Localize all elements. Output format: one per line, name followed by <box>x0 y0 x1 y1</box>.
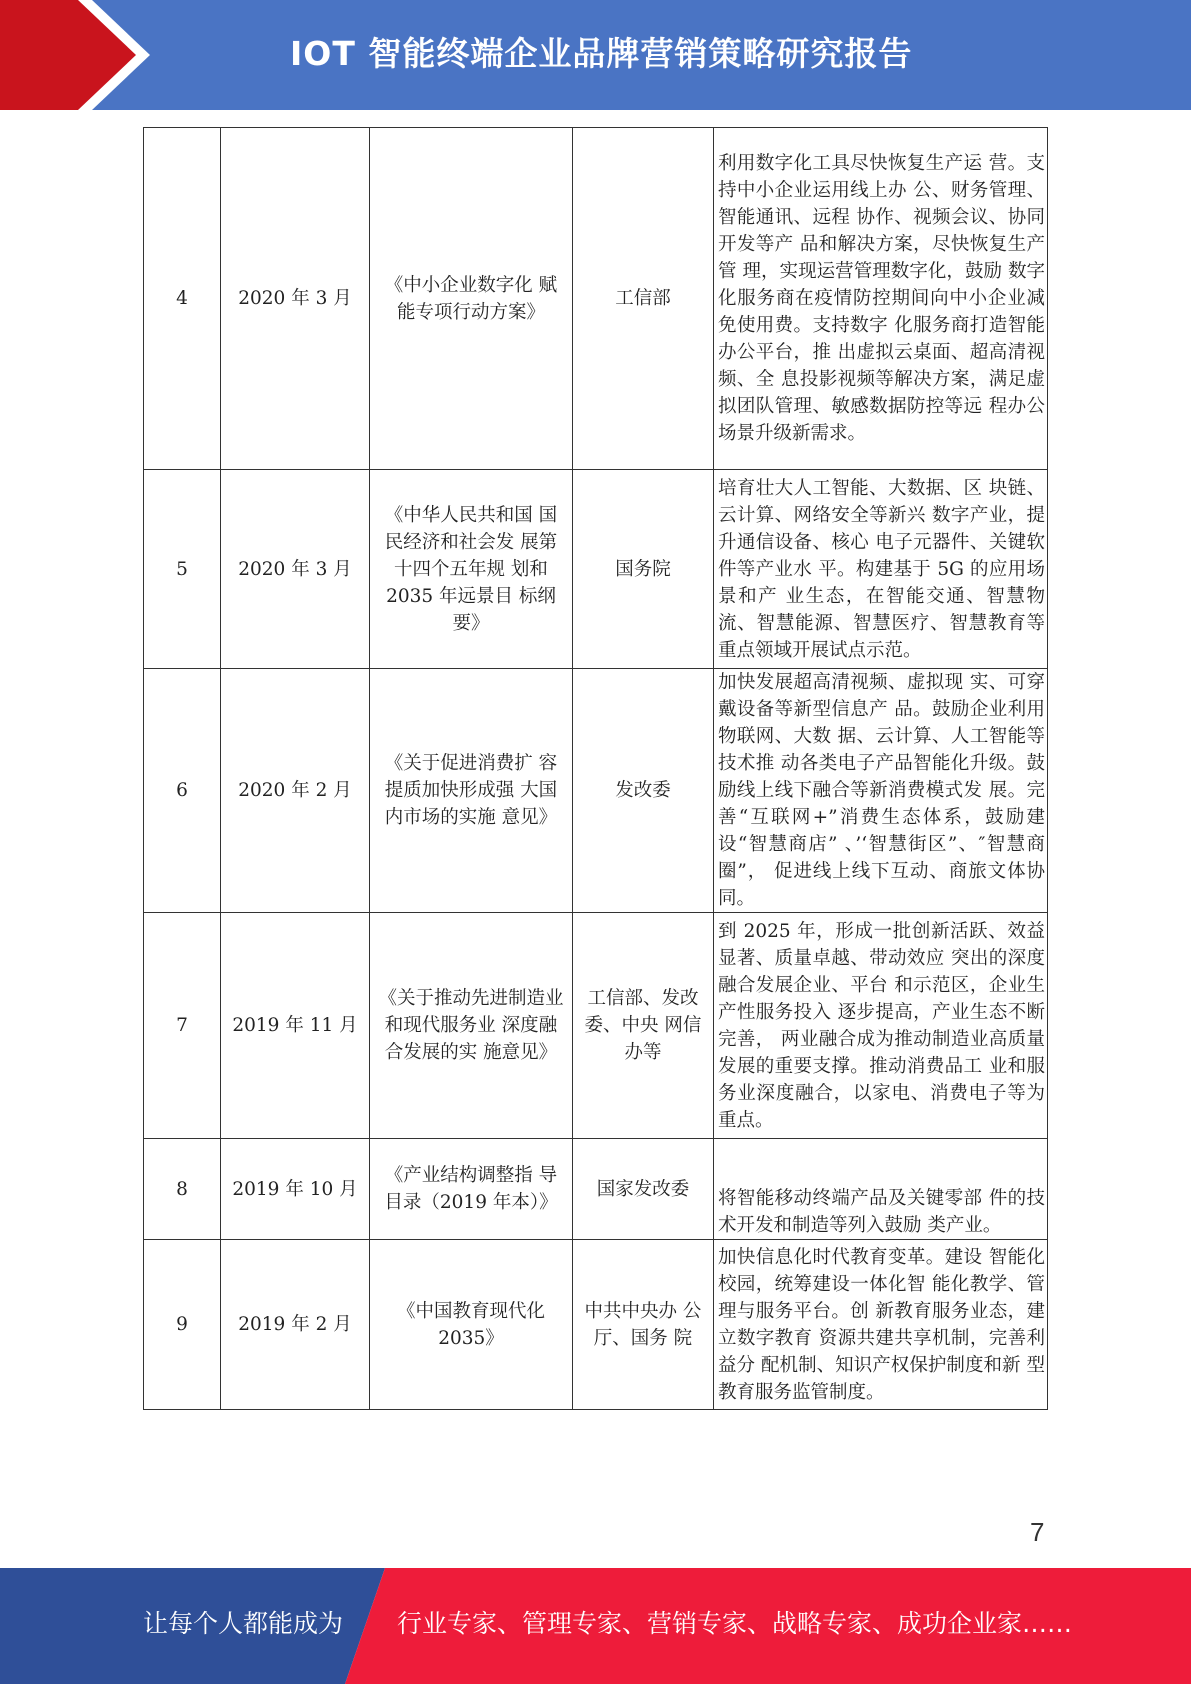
policy-name: 《中国教育现代化 2035》 <box>370 1240 573 1410</box>
table-row <box>144 669 1048 913</box>
issue-date: 2020 年 3 月 <box>221 470 370 669</box>
issuing-department: 国家发改委 <box>573 1139 714 1240</box>
row-number: 8 <box>144 1139 221 1240</box>
issuing-department: 发改委 <box>573 669 714 913</box>
report-title: IOT 智能终端企业品牌营销策略研究报告 <box>290 34 913 73</box>
row-number: 6 <box>144 669 221 913</box>
table-row <box>144 913 1048 1139</box>
table-row <box>144 470 1048 669</box>
policy-name: 《关于促进消费扩 容提质加快形成强 大国内市场的实施 意见》 <box>370 669 573 913</box>
issuing-department: 工信部、发改委、中央 网信办等 <box>573 913 714 1139</box>
issue-date: 2020 年 3 月 <box>221 128 370 470</box>
issue-date: 2019 年 10 月 <box>221 1139 370 1240</box>
issue-date: 2019 年 11 月 <box>221 913 370 1139</box>
policy-content: 利用数字化工具尽快恢复生产运 营。支持中小企业运用线上办 公、财务管理、智能通讯、远程 协作、视频会议、协同开发等产 品和解决方案，尽快恢复生产管 理，实现运营管理数字化，鼓励 数字化服务商在疫情防控期间向中小企业减免使用费。支持数字 化服务商打造智能办公平台，推 出虚拟云桌面、超高清视频、全 息投影视频等解决方案，满足虚 拟团队管理、敏感数据防控等远 程办公场景升级新需求。 <box>714 128 1048 470</box>
policy-content: 加快发展超高清视频、虚拟现 实、可穿戴设备等新型信息产 品。鼓励企业利用物联网、大数 据、云计算、人工智能等技术推 动各类电子产品智能化升级。鼓 励线上线下融合等新消费模式发 展。完善“互联网+”消费生态体系，鼓励建设“智慧商店” 、’‘智慧街区”、″智慧商圈”， 促进线上线下互动、商旅文体协 同。 <box>714 669 1048 913</box>
row-number: 9 <box>144 1240 221 1410</box>
issuing-department: 工信部 <box>573 128 714 470</box>
policy-content: 将智能移动终端产品及关键零部 件的技术开发和制造等列入鼓励 类产业。 <box>714 1139 1048 1240</box>
page-number: 7 <box>1030 1517 1045 1547</box>
footer-slogan-left: 让每个人都能成为 <box>143 1609 344 1638</box>
table-row <box>144 1139 1048 1240</box>
policy-name: 《产业结构调整指 导目录（2019 年本）》 <box>370 1139 573 1240</box>
issuing-department: 中共中央办 公厅、国务 院 <box>573 1240 714 1410</box>
policy-content: 加快信息化时代教育变革。建设 智能化校园，统筹建设一体化智 能化教学、管理与服务平台。创 新教育服务业态，建立数字教育 资源共建共享机制，完善利益分 配机制、知识产权保护制度和新 型教育服务监管制度。 <box>714 1240 1048 1410</box>
page-footer <box>0 1568 1191 1684</box>
issuing-department: 国务院 <box>573 470 714 669</box>
policy-content: 培育壮大人工智能、大数据、区 块链、云计算、网络安全等新兴 数字产业，提升通信设备、核心 电子元器件、关键软件等产业水 平。构建基于 5G 的应用场景和产 业生态，在智能交通、智慧物 流、智慧能源、智慧医疗、智慧教育等重点领域开展试点示范。 <box>714 470 1048 669</box>
policy-content: 到 2025 年，形成一批创新活跃、效益显著、质量卓越、带动效应 突出的深度融合发展企业、平台 和示范区，企业生产性服务投入 逐步提高，产业生态不断完善， 两业融合成为推动制造业高质量 发展的重要支撑。推动消费品工 业和服务业深度融合，以家电、消费电子等为重点。 <box>714 913 1048 1139</box>
row-number: 4 <box>144 128 221 470</box>
header-arrow-icon <box>0 0 160 110</box>
issue-date: 2020 年 2 月 <box>221 669 370 913</box>
issue-date: 2019 年 2 月 <box>221 1240 370 1410</box>
policy-name: 《关于推动先进制造业和现代服务业 深度融合发展的实 施意见》 <box>370 913 573 1139</box>
table-row <box>144 1240 1048 1410</box>
row-number: 7 <box>144 913 221 1139</box>
footer-slogan-right: 行业专家、管理专家、营销专家、战略专家、成功企业家…… <box>397 1609 1073 1638</box>
policy-name: 《中华人民共和国 国民经济和社会发 展第十四个五年规 划和 2035 年远景目 标纲要》 <box>370 470 573 669</box>
row-number: 5 <box>144 470 221 669</box>
policy-table <box>143 127 1048 1410</box>
policy-name: 《中小企业数字化 赋能专项行动方案》 <box>370 128 573 470</box>
page-header <box>0 0 1191 110</box>
table-row <box>144 128 1048 470</box>
